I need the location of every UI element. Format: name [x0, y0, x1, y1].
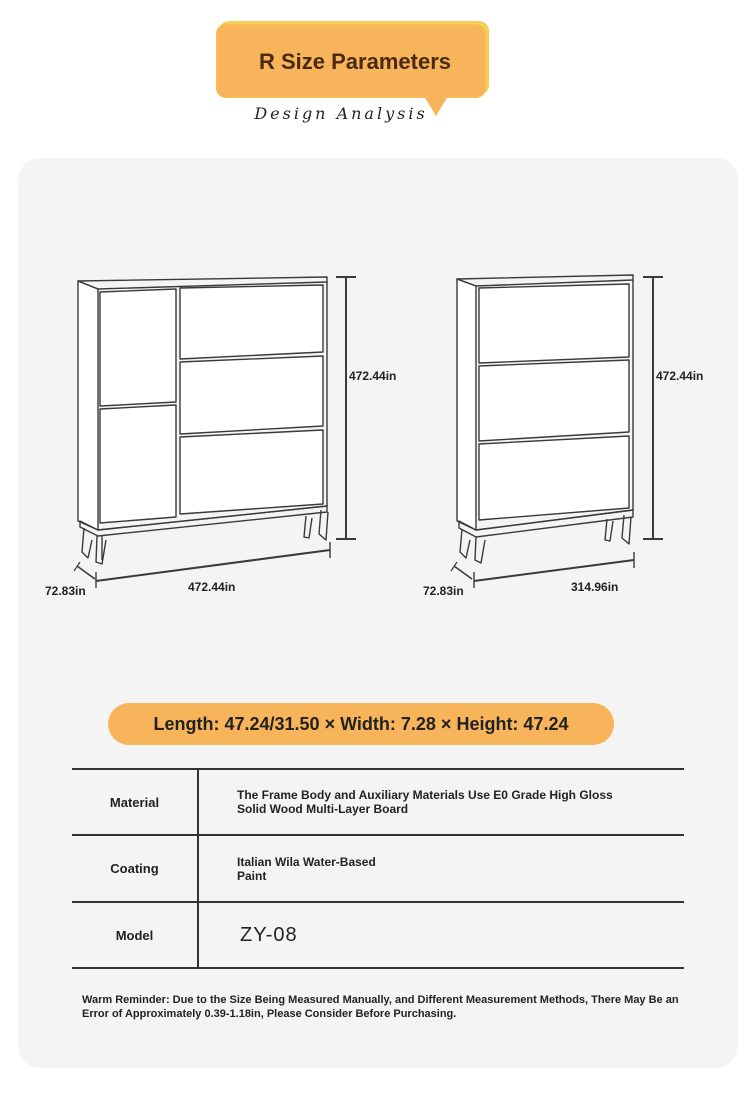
spec-value: The Frame Body and Auxiliary Materials Use E0 Grade High Gloss Solid Wood Multi-Layer Board — [237, 788, 613, 816]
dimensions-summary: Length: 47.24/31.50 × Width: 7.28 × Height: 47.24 — [108, 703, 614, 745]
left-cabinet-drawing — [74, 277, 356, 588]
left-height-label: 472.44in — [349, 369, 397, 383]
spec-table — [72, 768, 684, 969]
right-depth-label: 72.83in — [423, 584, 464, 598]
column-divider — [197, 903, 199, 967]
table-row — [72, 901, 684, 969]
column-divider — [197, 770, 199, 834]
spec-value: Italian Wila Water-Based Paint — [237, 854, 376, 883]
model-value: ZY-08 — [240, 924, 298, 946]
spec-label: Material — [109, 794, 160, 810]
left-depth-label: 72.83in — [45, 584, 86, 598]
left-width-label: 472.44in — [188, 580, 236, 594]
page-title: R Size Parameters — [259, 49, 451, 74]
table-row — [72, 834, 684, 901]
spec-label: Model — [115, 927, 154, 943]
column-divider — [197, 836, 199, 901]
right-cabinet-drawing — [451, 275, 663, 588]
spec-label: Coating — [110, 861, 159, 876]
right-height-label: 472.44in — [656, 369, 704, 383]
table-row — [72, 768, 684, 834]
right-width-label: 314.96in — [571, 580, 619, 594]
warm-reminder: Warm Reminder: Due to the Size Being Measured Manually, and Different Measurement Methods, There May Be an Error of Approximately 0.39-1.18in, Please Consider Before Purchasing. — [82, 994, 679, 1020]
page-subtitle: Design Analysis — [254, 104, 428, 123]
